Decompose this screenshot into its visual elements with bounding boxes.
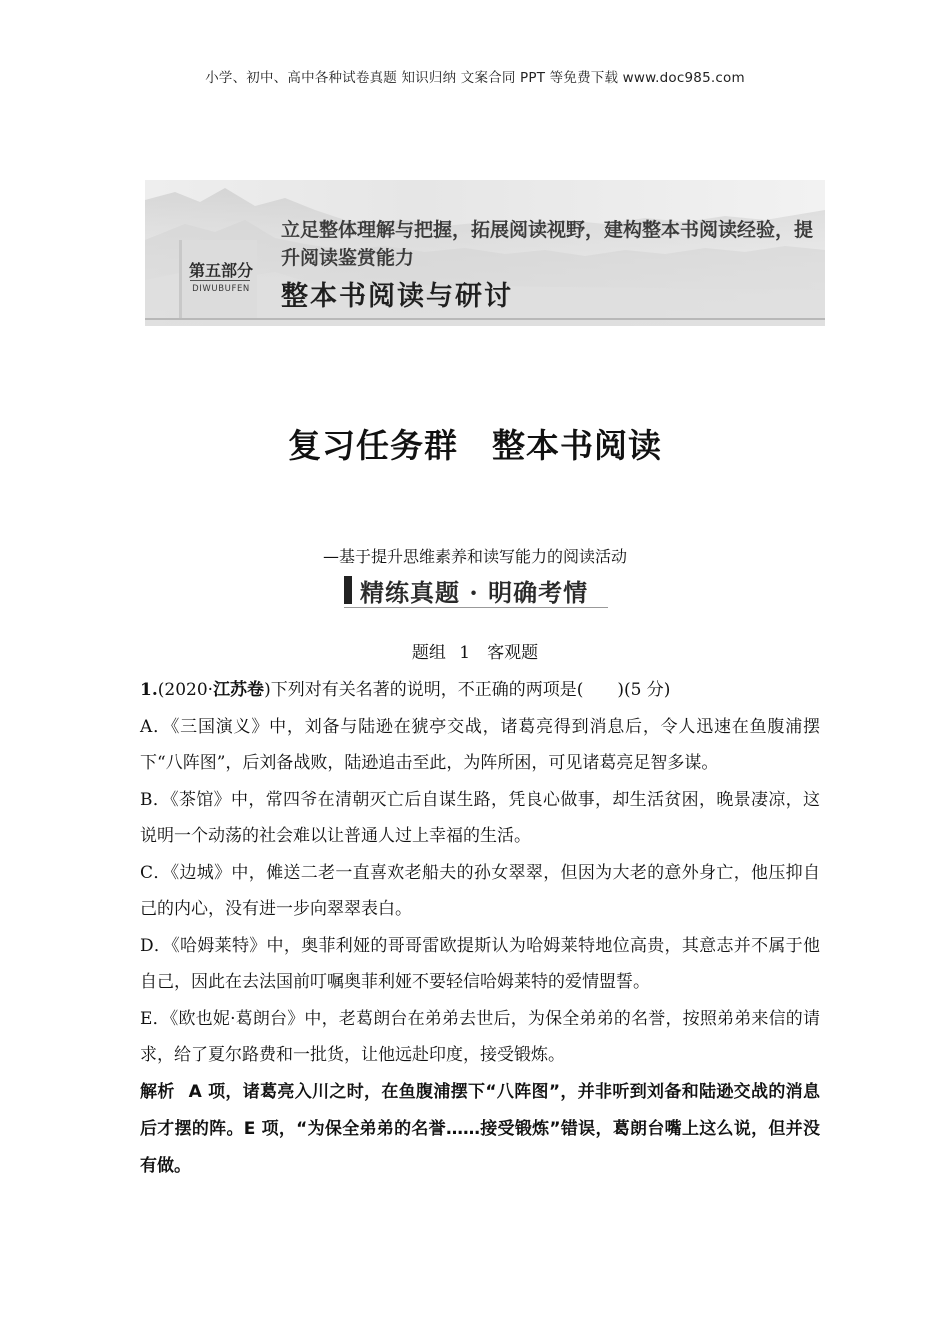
question-content bbox=[140, 672, 820, 1185]
badge-part-number: 第五部分 bbox=[188, 261, 253, 280]
page-subtitle: —基于提升思维素养和读写能力的阅读活动 bbox=[322, 547, 627, 566]
option-b: B．《茶馆》中，常四爷在清朝灭亡后自谋生路，凭良心做事，却生活贫困，晚景凄凉，这说明一个动荡的社会难以让普通人过上幸福的生活。 bbox=[140, 789, 820, 846]
banner-title: 整本书阅读与研讨 bbox=[281, 281, 513, 312]
site-header-text: 小学、初中、高中各种试卷真题 知识归纳 文案合同 PPT 等免费下载 www.doc985.com bbox=[205, 70, 745, 86]
section-marker-icon bbox=[344, 576, 352, 604]
badge-divider bbox=[190, 280, 250, 281]
question-text: )下列对有关名著的说明，不正确的两项是( )(5 分) bbox=[264, 680, 671, 700]
section-underline bbox=[344, 607, 608, 608]
page-title: 复习任务群 整本书阅读 bbox=[288, 426, 662, 465]
section-header bbox=[344, 574, 608, 606]
option-d: D．《哈姆莱特》中，奥菲利娅的哥哥雷欧提斯认为哈姆莱特地位高贵，其意志并不属于他自己，因此在去法国前叮嘱奥菲利娅不要轻信哈姆莱特的爱情盟誓。 bbox=[140, 935, 820, 992]
question-source-open: (2020· bbox=[157, 680, 214, 700]
section-label: 精练真题 · 明确考情 bbox=[360, 577, 589, 607]
analysis bbox=[140, 1074, 820, 1185]
question-number: 1. bbox=[140, 680, 158, 700]
banner-divider bbox=[145, 318, 825, 320]
option-c: C．《边城》中，傩送二老一直喜欢老船夫的孙女翠翠，但因为大老的意外身亡，他压抑自己的内心，没有进一步向翠翠表白。 bbox=[140, 862, 820, 919]
badge-pinyin: DIWUBUFEN bbox=[192, 284, 250, 294]
analysis-tag: 解析 bbox=[140, 1081, 175, 1102]
part-badge bbox=[179, 240, 257, 318]
option-a: A．《三国演义》中，刘备与陆逊在猇亭交战，诸葛亮得到消息后，令人迅速在鱼腹浦摆下“八阵图”，后刘备战败，陆逊追击至此，为阵所困，可见诸葛亮足智多谋。 bbox=[140, 716, 820, 773]
question-source: 江苏卷 bbox=[213, 680, 265, 700]
question-stem bbox=[140, 672, 820, 709]
analysis-text: A 项，诸葛亮入川之时，在鱼腹浦摆下“八阵图”，并非听到刘备和陆逊交战的消息后才摆的阵。E 项，“为保全弟弟的名誉……接受锻炼”错误，葛朗台嘴上这么说，但并没有做。 bbox=[140, 1081, 821, 1176]
question-group-title: 题组 1 客观题 bbox=[411, 643, 539, 663]
part-banner bbox=[145, 180, 825, 326]
banner-motto: 立足整体理解与把握，拓展阅读视野，建构整本书阅读经验，提升阅读鉴赏能力 bbox=[281, 219, 814, 269]
option-e: E．《欧也妮·葛朗台》中，老葛朗台在弟弟去世后，为保全弟弟的名誉，按照弟弟来信的请求，给了夏尔路费和一批货，让他远赴印度，接受锻炼。 bbox=[140, 1008, 820, 1065]
